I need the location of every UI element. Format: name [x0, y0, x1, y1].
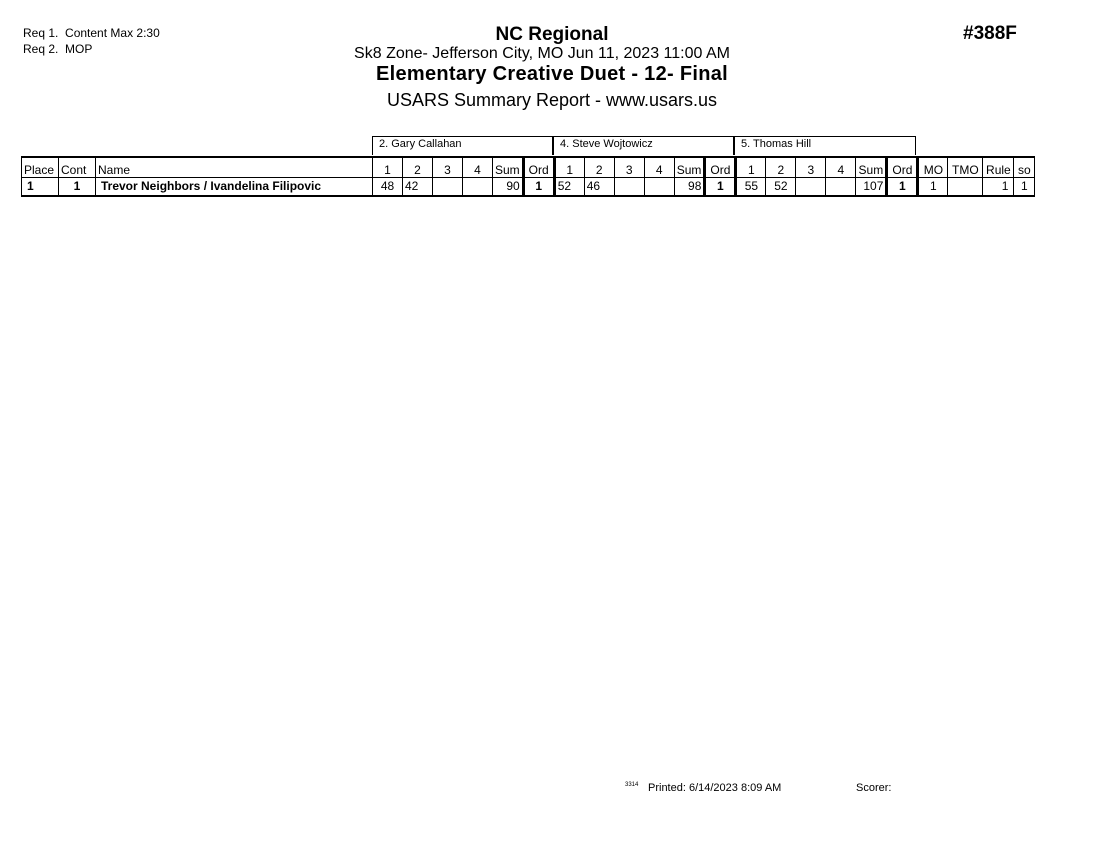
col-j3-2: 2: [766, 157, 796, 177]
col-name: Name: [96, 157, 373, 177]
requirement-text: Content Max 2:30: [65, 26, 160, 40]
judge-name: 4. Steve Wojtowicz: [560, 138, 653, 150]
col-cont: Cont: [59, 157, 96, 177]
footer-printed: Printed: 6/14/2023 8:09 AM: [648, 782, 782, 794]
event-heading: Elementary Creative Duet - 12- Final: [375, 63, 729, 85]
event-subtitle: Sk8 Zone- Jefferson City, MO Jun 11, 2023 11:00 AM: [354, 45, 730, 62]
footer-scorer: Scorer:: [856, 782, 892, 794]
cell-j1-score2: 42: [403, 177, 433, 196]
col-j2-1: 1: [554, 157, 584, 177]
col-j1-sum: Sum: [493, 157, 524, 177]
cell-j1-score3: [433, 177, 463, 196]
footer-code: 3314: [625, 782, 639, 788]
cell-j2-score3: [614, 177, 644, 196]
cell-j3-ord: 1: [887, 177, 918, 196]
col-j3-ord: Ord: [887, 157, 918, 177]
cell-j1-sum: 90: [493, 177, 524, 196]
col-j1-ord: Ord: [523, 157, 554, 177]
cell-j1-score4: [463, 177, 493, 196]
col-rule: Rule: [983, 157, 1014, 177]
judge-header-1: [372, 136, 553, 155]
col-j3-sum: Sum: [856, 157, 887, 177]
cell-tmo: [948, 177, 983, 196]
cell-j1-score1: 48: [373, 177, 403, 196]
col-j1-4: 4: [463, 157, 493, 177]
cell-rule: 1: [983, 177, 1014, 196]
cell-j2-score4: [644, 177, 674, 196]
col-so: so: [1014, 157, 1035, 177]
cell-place: 1: [22, 177, 59, 196]
col-j3-1: 1: [736, 157, 766, 177]
col-j2-2: 2: [584, 157, 614, 177]
col-j1-3: 3: [433, 157, 463, 177]
requirement-label: Req 1.: [23, 26, 59, 40]
col-j1-2: 2: [403, 157, 433, 177]
judge-header-3: [734, 136, 916, 155]
report-title: USARS Summary Report - www.usars.us: [386, 90, 718, 110]
col-j2-sum: Sum: [674, 157, 705, 177]
col-mo: MO: [918, 157, 948, 177]
col-j1-1: 1: [373, 157, 403, 177]
col-tmo: TMO: [948, 157, 983, 177]
event-title: NC Regional: [495, 24, 609, 45]
cell-j2-ord: 1: [705, 177, 736, 196]
requirement-text: MOP: [65, 42, 93, 56]
col-j2-4: 4: [644, 157, 674, 177]
judge-name: 2. Gary Callahan: [379, 138, 462, 150]
event-number: #388F: [963, 23, 1017, 44]
cell-j1-ord: 1: [523, 177, 554, 196]
cell-j3-sum: 107: [856, 177, 887, 196]
judge-header-2: [553, 136, 734, 155]
cell-j2-score1: 52: [554, 177, 584, 196]
cell-j2-sum: 98: [674, 177, 705, 196]
cell-j3-score4: [826, 177, 856, 196]
col-place: Place: [22, 157, 59, 177]
col-j3-3: 3: [796, 157, 826, 177]
col-j3-4: 4: [826, 157, 856, 177]
cell-cont: 1: [59, 177, 96, 196]
cell-so: 1: [1014, 177, 1035, 196]
col-j2-3: 3: [614, 157, 644, 177]
cell-j3-score2: 52: [766, 177, 796, 196]
header-row: [22, 157, 1035, 177]
judge-name: 5. Thomas Hill: [741, 138, 812, 150]
requirement-label: Req 2.: [23, 42, 59, 56]
cell-j3-score1: 55: [736, 177, 766, 196]
col-j2-ord: Ord: [705, 157, 736, 177]
cell-mo: 1: [918, 177, 948, 196]
results-table: [21, 156, 1035, 197]
cell-j2-score2: 46: [584, 177, 614, 196]
cell-name: Trevor Neighbors / Ivandelina Filipovic: [96, 177, 373, 196]
cell-j3-score3: [796, 177, 826, 196]
table-row: [22, 177, 1035, 196]
